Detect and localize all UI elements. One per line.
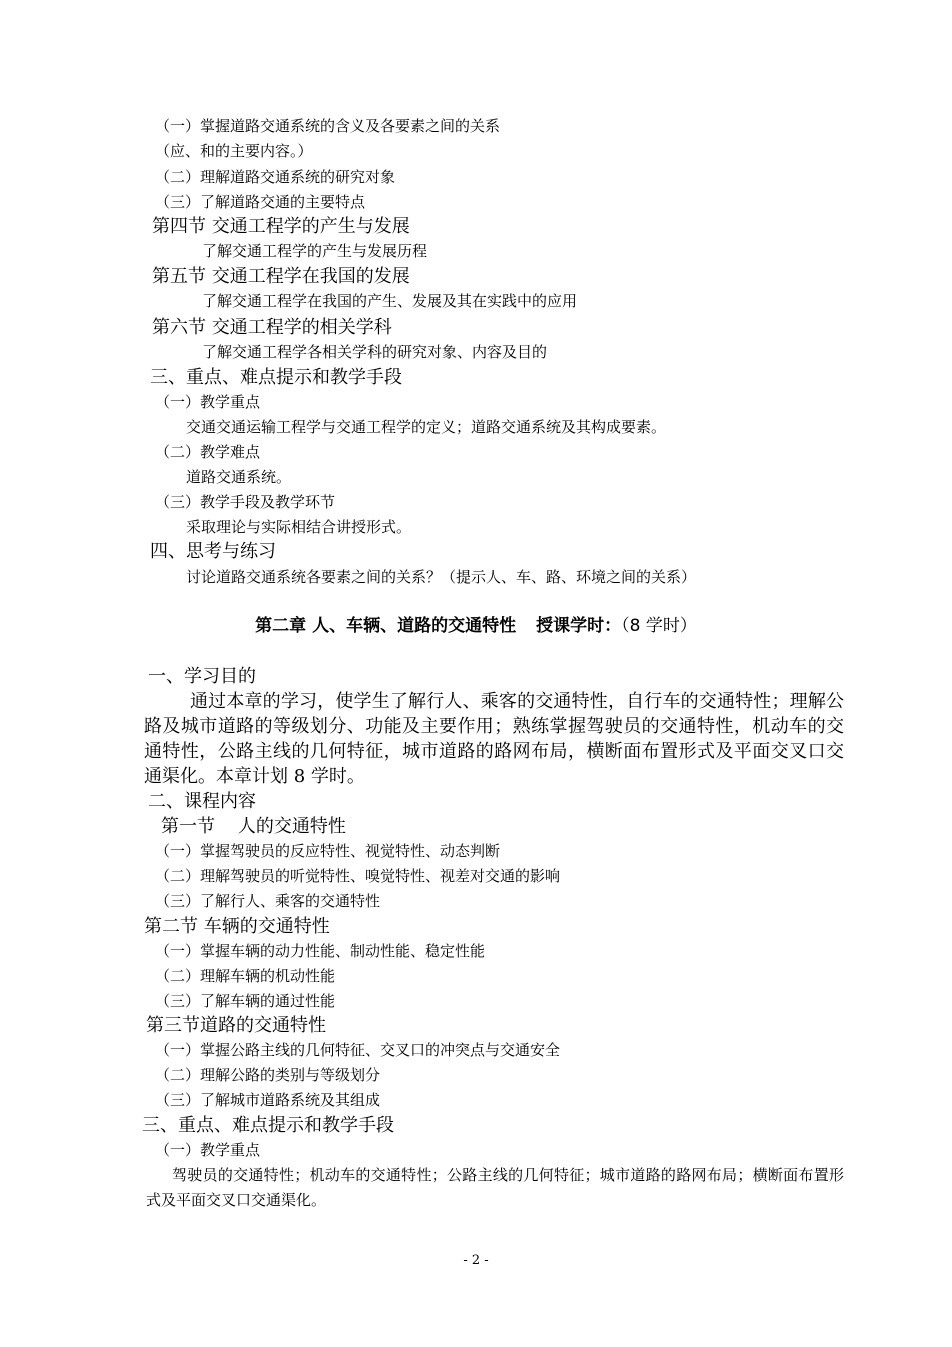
chapter-hours-value: （8 学时） bbox=[621, 616, 697, 636]
text-line: 了解交通工程学的产生与发展历程 bbox=[202, 242, 428, 260]
text-line: （二）教学难点 bbox=[155, 443, 261, 461]
text-line: 道路交通系统。 bbox=[186, 468, 292, 486]
section-heading: 三、重点、难点提示和教学手段 bbox=[142, 1115, 394, 1136]
section-heading: 第三节道路的交通特性 bbox=[146, 1015, 326, 1036]
text-line: （三）了解车辆的通过性能 bbox=[155, 992, 336, 1010]
text-line: （三）了解道路交通的主要特点 bbox=[155, 193, 366, 211]
text-line: （三）教学手段及教学环节 bbox=[155, 493, 336, 511]
text-line: （一）掌握道路交通系统的含义及各要素之间的关系 bbox=[155, 117, 501, 135]
section-heading: 第六节 交通工程学的相关学科 bbox=[152, 317, 392, 338]
text-line: 了解交通工程学在我国的产生、发展及其在实践中的应用 bbox=[202, 292, 578, 310]
text-line: （二）理解公路的类别与等级划分 bbox=[155, 1066, 381, 1084]
text-line: 采取理论与实际相结合讲授形式。 bbox=[186, 518, 412, 536]
text-line: （一）掌握驾驶员的反应特性、视觉特性、动态判断 bbox=[155, 842, 501, 860]
text-line: （应、和的主要内容。） bbox=[155, 142, 313, 160]
section-heading: 第四节 交通工程学的产生与发展 bbox=[152, 216, 410, 237]
page-number: - 2 - bbox=[463, 1253, 489, 1268]
chapter-title bbox=[0, 618, 952, 635]
section-heading: 四、思考与练习 bbox=[150, 541, 276, 562]
objectives-paragraph: 通过本章的学习，使学生了解行人、乘客的交通特性，自行车的交通特性；理解公路及城市道路的等级划分、功能及主要作用；熟练掌握驾驶员的交通特性，机动车的交通特性，公路主线的几何特征，城市道路的路网布局，横断面布置形式及平面交叉口交通渠化。本章计划 8 学时。 bbox=[144, 691, 844, 787]
section-heading: 第五节 交通工程学在我国的发展 bbox=[152, 266, 410, 287]
section-heading: 三、重点、难点提示和教学手段 bbox=[150, 367, 402, 388]
text-line: （一）教学重点 bbox=[155, 1141, 261, 1159]
section-heading: 第二节 车辆的交通特性 bbox=[144, 916, 330, 937]
text-line: 讨论道路交通系统各要素之间的关系？（提示人、车、路、环境之间的关系） bbox=[186, 568, 697, 586]
text-line: （一）掌握车辆的动力性能、制动性能、稳定性能 bbox=[155, 942, 486, 960]
text-line: 交通交通运输工程学与交通工程学的定义；道路交通系统及其构成要素。 bbox=[186, 418, 667, 436]
section-heading: 第一节 人的交通特性 bbox=[161, 816, 346, 837]
text-line: （二）理解车辆的机动性能 bbox=[155, 967, 336, 985]
text-line: （一）教学重点 bbox=[155, 393, 261, 411]
text-line: （二）理解道路交通系统的研究对象 bbox=[155, 168, 396, 186]
text-line: （三）了解城市道路系统及其组成 bbox=[155, 1091, 381, 1109]
chapter-hours-label: 授课学时： bbox=[536, 616, 622, 636]
section-heading: 二、课程内容 bbox=[148, 791, 256, 812]
section-heading: 一、学习目的 bbox=[148, 666, 256, 687]
text-line: （三）了解行人、乘客的交通特性 bbox=[155, 892, 381, 910]
chapter-title-text: 第二章 人、车辆、道路的交通特性 bbox=[255, 616, 517, 636]
key-points-paragraph: 驾驶员的交通特性；机动车的交通特性；公路主线的几何特征；城市道路的路网布局；横断面布置形式及平面交叉口交通渠化。 bbox=[146, 1166, 844, 1209]
text-line: 了解交通工程学各相关学科的研究对象、内容及目的 bbox=[202, 343, 548, 361]
text-line: （一）掌握公路主线的几何特征、交叉口的冲突点与交通安全 bbox=[155, 1041, 561, 1059]
text-line: （二）理解驾驶员的听觉特性、嗅觉特性、视差对交通的影响 bbox=[155, 867, 561, 885]
